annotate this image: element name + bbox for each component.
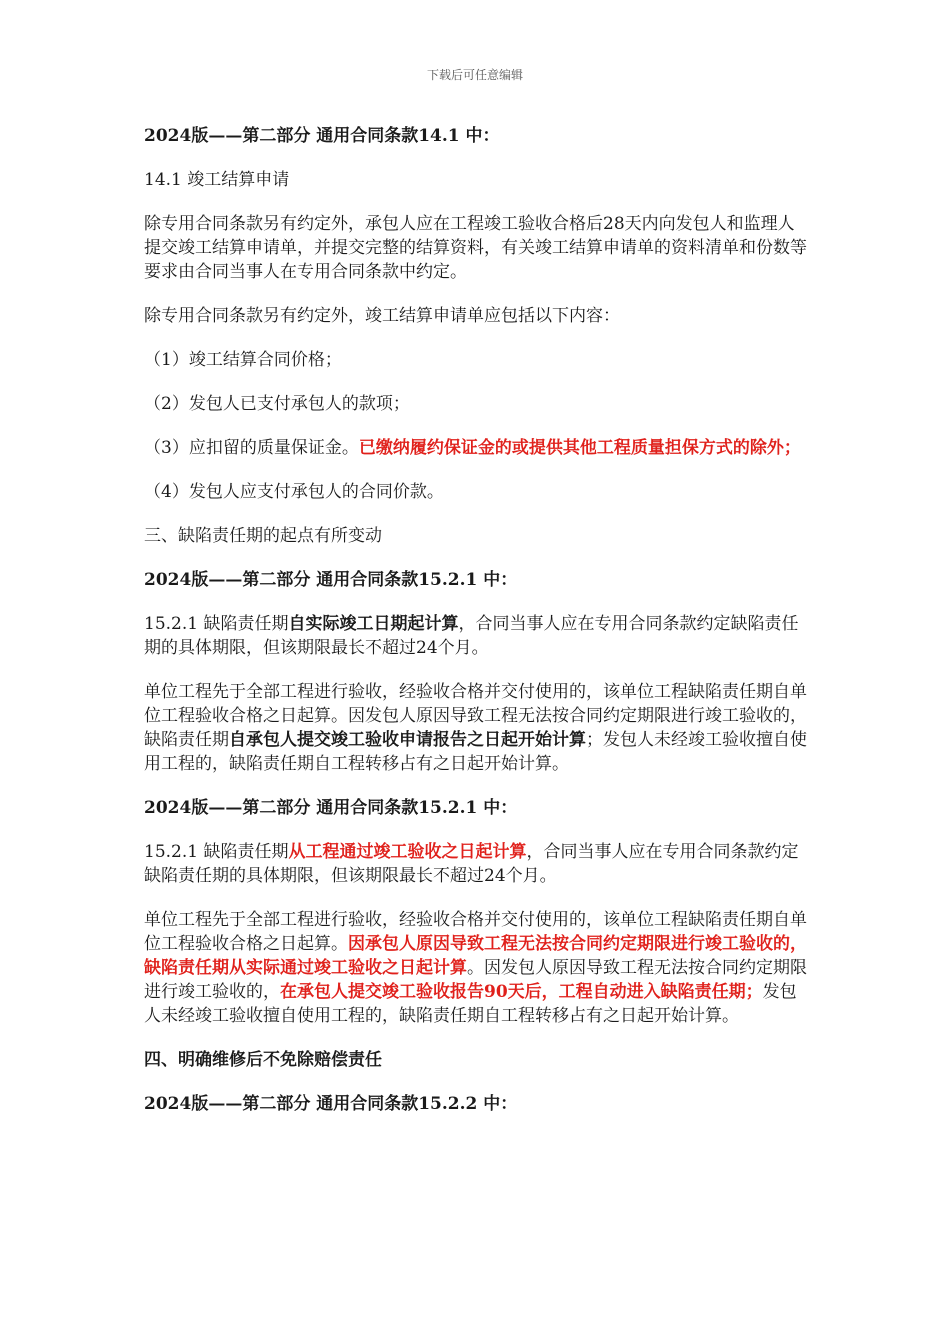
text-segment: （4）发包人应支付承包人的合同价款。	[144, 482, 444, 502]
clause-heading	[144, 124, 808, 148]
text-segment: 单位工程先于全部工程进行验收，经验收合格并交付使用的，该单位工程缺陷责任期自单位工程验收合格之日起算。	[144, 910, 807, 954]
emphasized-text: 2024版——第二部分 通用合同条款15.2.2 中：	[144, 1094, 518, 1114]
body-paragraph	[144, 348, 808, 372]
text-segment: ，合同当事人应在专用合同条款约定缺陷责任期的具体期限，但该期限最长不超过24个月。	[144, 614, 799, 658]
body-paragraph	[144, 304, 808, 328]
clause-heading	[144, 1092, 808, 1116]
text-segment: 15.2.1 缺陷责任期	[144, 842, 289, 862]
body-paragraph	[144, 436, 808, 460]
body-paragraph	[144, 840, 808, 888]
text-segment: ；发包人未经竣工验收擅自使用工程的，缺陷责任期自工程转移占有之日起开始计算。	[144, 730, 807, 774]
body-paragraph	[144, 168, 808, 192]
text-segment: 单位工程先于全部工程进行验收，经验收合格并交付使用的，该单位工程缺陷责任期自单位工程验收合格之日起算。因发包人原因导致工程无法按合同约定期限进行竣工验收的，缺陷责任期	[144, 682, 807, 750]
emphasized-text: 四、明确维修后不免除赔偿责任	[144, 1050, 382, 1070]
text-segment: 。因发包人原因导致工程无法按合同约定期限进行竣工验收的，	[144, 958, 807, 1002]
text-segment: 三、缺陷责任期的起点有所变动	[144, 526, 382, 546]
body-paragraph	[144, 524, 808, 548]
emphasized-text: 2024版——第二部分 通用合同条款15.2.1 中：	[144, 570, 518, 590]
body-paragraph	[144, 680, 808, 776]
text-segment: （2）发包人已支付承包人的款项；	[144, 394, 410, 414]
text-segment: 除专用合同条款另有约定外，竣工结算申请单应包括以下内容：	[144, 306, 620, 326]
text-segment: ，合同当事人应在专用合同条款约定缺陷责任期的具体期限，但该期限最长不超过24个月。	[144, 842, 799, 886]
body-paragraph	[144, 480, 808, 504]
highlighted-text: 从工程通过竣工验收之日起计算	[288, 842, 527, 862]
text-segment: 除专用合同条款另有约定外，承包人应在工程竣工验收合格后28天内向发包人和监理人提交竣工结算申请单，并提交完整的结算资料，有关竣工结算申请单的资料清单和份数等要求由合同当事人在专用合同条款中约定。	[144, 214, 807, 282]
document-body	[144, 124, 808, 1136]
text-segment: （1）竣工结算合同价格；	[144, 350, 342, 370]
highlighted-text: 因承包人原因导致工程无法按合同约定期限进行竣工验收的，缺陷责任期从实际通过竣工验收之日起计算	[144, 934, 807, 978]
body-paragraph	[144, 612, 808, 660]
clause-heading	[144, 796, 808, 820]
text-segment: 发包人未经竣工验收擅自使用工程的，缺陷责任期自工程转移占有之日起开始计算。	[144, 982, 797, 1026]
clause-heading	[144, 568, 808, 592]
emphasized-text: 自承包人提交竣工验收申请报告之日起开始计算	[229, 730, 586, 750]
highlighted-text: 在承包人提交竣工验收报告90天后，工程自动进入缺陷责任期；	[280, 982, 763, 1002]
highlighted-text: 已缴纳履约保证金的或提供其他工程质量担保方式的除外；	[358, 438, 801, 458]
body-paragraph	[144, 908, 808, 1028]
text-segment: 14.1 竣工结算申请	[144, 170, 290, 190]
body-paragraph	[144, 392, 808, 416]
body-paragraph	[144, 212, 808, 284]
body-paragraph	[144, 1048, 808, 1072]
emphasized-text: 2024版——第二部分 通用合同条款15.2.1 中：	[144, 798, 518, 818]
emphasized-text: 2024版——第二部分 通用合同条款14.1 中：	[144, 126, 500, 146]
emphasized-text: 自实际竣工日期起计算	[288, 614, 459, 634]
page-header-note: 下载后可任意编辑	[426, 68, 523, 82]
text-segment: 15.2.1 缺陷责任期	[144, 614, 289, 634]
text-segment: （3）应扣留的质量保证金。	[144, 438, 359, 458]
